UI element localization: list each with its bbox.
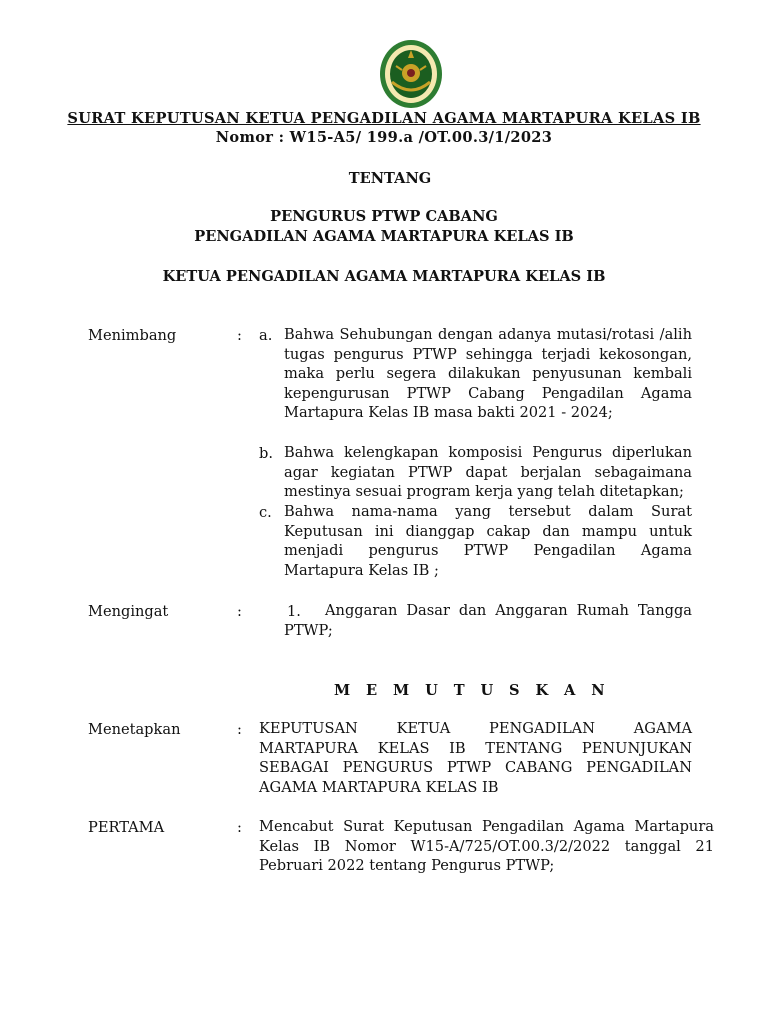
mengingat-colon: : [237, 603, 242, 620]
document-title: SURAT KEPUTUSAN KETUA PENGADILAN AGAMA MARTAPURA KELAS IB [67, 110, 701, 127]
mengingat-label: Mengingat [88, 603, 169, 620]
court-emblem-icon [378, 38, 444, 110]
menimbang-item-letter: c. [259, 504, 272, 521]
menimbang-label: Menimbang [88, 327, 177, 344]
ketua-heading: KETUA PENGADILAN AGAMA MARTAPURA KELAS IB [162, 268, 606, 285]
menimbang-colon: : [237, 327, 242, 344]
pertama-colon: : [237, 819, 242, 836]
pertama-label: PERTAMA [88, 819, 165, 836]
menimbang-item-text: Bahwa nama-nama yang tersebut dalam Surat Keputusan ini dianggap cakap dan mampu untuk menjadi pengurus PTWP Pengadilan Agama Martapura Kelas IB ; [284, 503, 692, 579]
menimbang-item-letter: b. [259, 445, 273, 462]
subtitle-line-1: PENGURUS PTWP CABANG [270, 208, 498, 225]
pertama-text: Mencabut Surat Keputusan Pengadilan Agama Martapura Kelas IB Nomor W15-A/725/OT.00.3/2/2022 tanggal 21 Pebruari 2022 tentang Pengurus PTWP; [259, 818, 714, 875]
menetapkan-colon: : [237, 721, 242, 738]
mengingat-text: Anggaran Dasar dan Anggaran Rumah Tangga PTWP; [284, 602, 692, 639]
tentang-heading: TENTANG [348, 170, 432, 187]
menimbang-item-letter: a. [259, 327, 273, 344]
memutuskan-heading: M E M U T U S K A N [334, 682, 610, 699]
menetapkan-text: KEPUTUSAN KETUA PENGADILAN AGAMA MARTAPURA KELAS IB TENTANG PENUNJUKAN SEBAGAI PENGURUS PTWP CABANG PENGADILAN AGAMA MARTAPURA KELAS IB [259, 720, 692, 796]
document-number: Nomor : W15-A5/ 199.a /OT.00.3/1/2023 [215, 129, 553, 146]
menetapkan-label: Menetapkan [88, 721, 181, 738]
menimbang-item-text: Bahwa Sehubungan dengan adanya mutasi/rotasi /alih tugas pengurus PTWP sehingga terjadi kekosongan, maka perlu segera dilakukan penyusunan kembali kepengurusan PTWP Cabang Pengadilan Agama Martapura Kelas IB masa bakti 2021 - 2024; [284, 326, 692, 422]
menimbang-item-text: Bahwa kelengkapan komposisi Pengurus diperlukan agar kegiatan PTWP dapat berjalan sebagaimana mestinya sesuai program kerja yang telah ditetapkan; [284, 444, 692, 501]
subtitle-line-2: PENGADILAN AGAMA MARTAPURA KELAS IB [194, 228, 574, 245]
mengingat-number: 1. [287, 603, 301, 620]
